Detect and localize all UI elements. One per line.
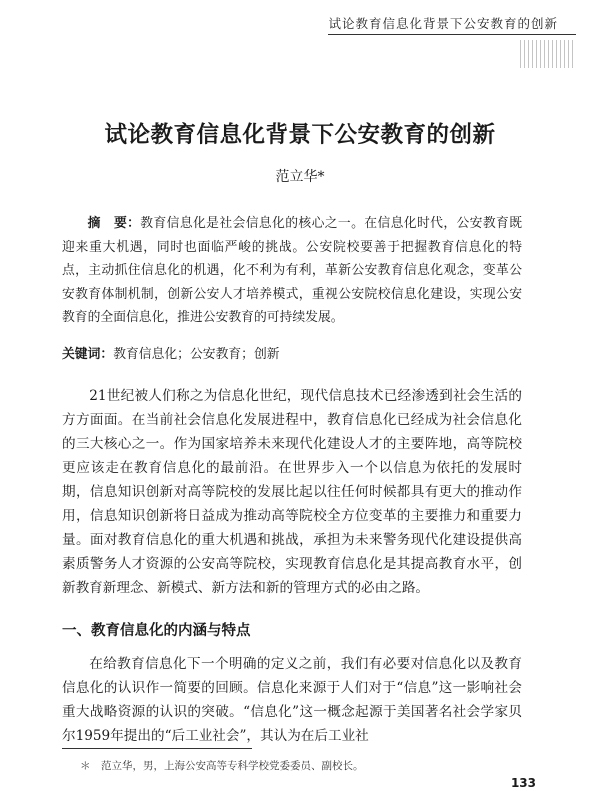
footnote-rule (62, 748, 252, 749)
abstract-label: 摘 要： (87, 216, 141, 231)
keywords (62, 343, 522, 362)
footnote: ＊ 范立华，男，上海公安高等专科学校党委委员、副校长。 (80, 760, 364, 772)
section-heading: 一、教育信息化的内涵与特点 (62, 623, 251, 639)
header-rule (328, 34, 576, 35)
body-paragraph-2: 在给教育信息化下一个明确的定义之前，我们有必要对信息化以及教育信息化的认识作一简要的回顾。信息化来源于人们对于“信息”这一影响社会重大战略资源的认识的突破。“信息化”这一概念起源于美国著名社会学家贝尔1959年提出的“后工业社会”，其认为在后工业社 (62, 656, 522, 744)
keywords-text: 教育信息化；公安教育；创新 (113, 347, 280, 362)
running-header: 试论教育信息化背景下公安教育的创新 (328, 16, 558, 31)
header-mark (520, 40, 576, 68)
keywords-label: 关键词： (62, 347, 114, 362)
abstract (62, 212, 522, 330)
article-title: 试论教育信息化背景下公安教育的创新 (104, 122, 496, 148)
author-name: 范立华* (275, 169, 325, 185)
body-paragraph-1: 21世纪被人们称之为信息化世纪，现代信息技术已经渗透到社会生活的方方面面。在当前社会信息化发展进程中，教育信息化已经成为社会信息化的三大核心之一。作为国家培养未来现代化建设人才的主要阵地，高等院校更应该走在教育信息化的最前沿。在世界步入一个以信息为依托的发展时期，信息知识创新对高等院校的发展比起以往任何时候都具有更大的推动作用，信息知识创新将日益成为推动高等院校全方位变革的主要推力和重要力量。面对教育信息化的重大机遇和挑战，承担为未来警务现代化建设提供高素质警务人才资源的公安高等院校，实现教育信息化是其提高教育水平，创新教育新理念、新模式、新方法和新的管理方式的必由之路。 (62, 388, 522, 596)
page-number: 133 (510, 776, 536, 790)
abstract-text: 教育信息化是社会信息化的核心之一。在信息化时代，公安教育既迎来重大机遇，同时也面临严峻的挑战。公安院校要善于把握教育信息化的特点，主动抓住信息化的机遇，化不利为有利，革新公安教育信息化观念，变革公安教育体制机制，创新公安人才培养模式，重视公安院校信息化建设，实现公安教育的全面信息化，推进公安教育的可持续发展。 (62, 216, 523, 326)
